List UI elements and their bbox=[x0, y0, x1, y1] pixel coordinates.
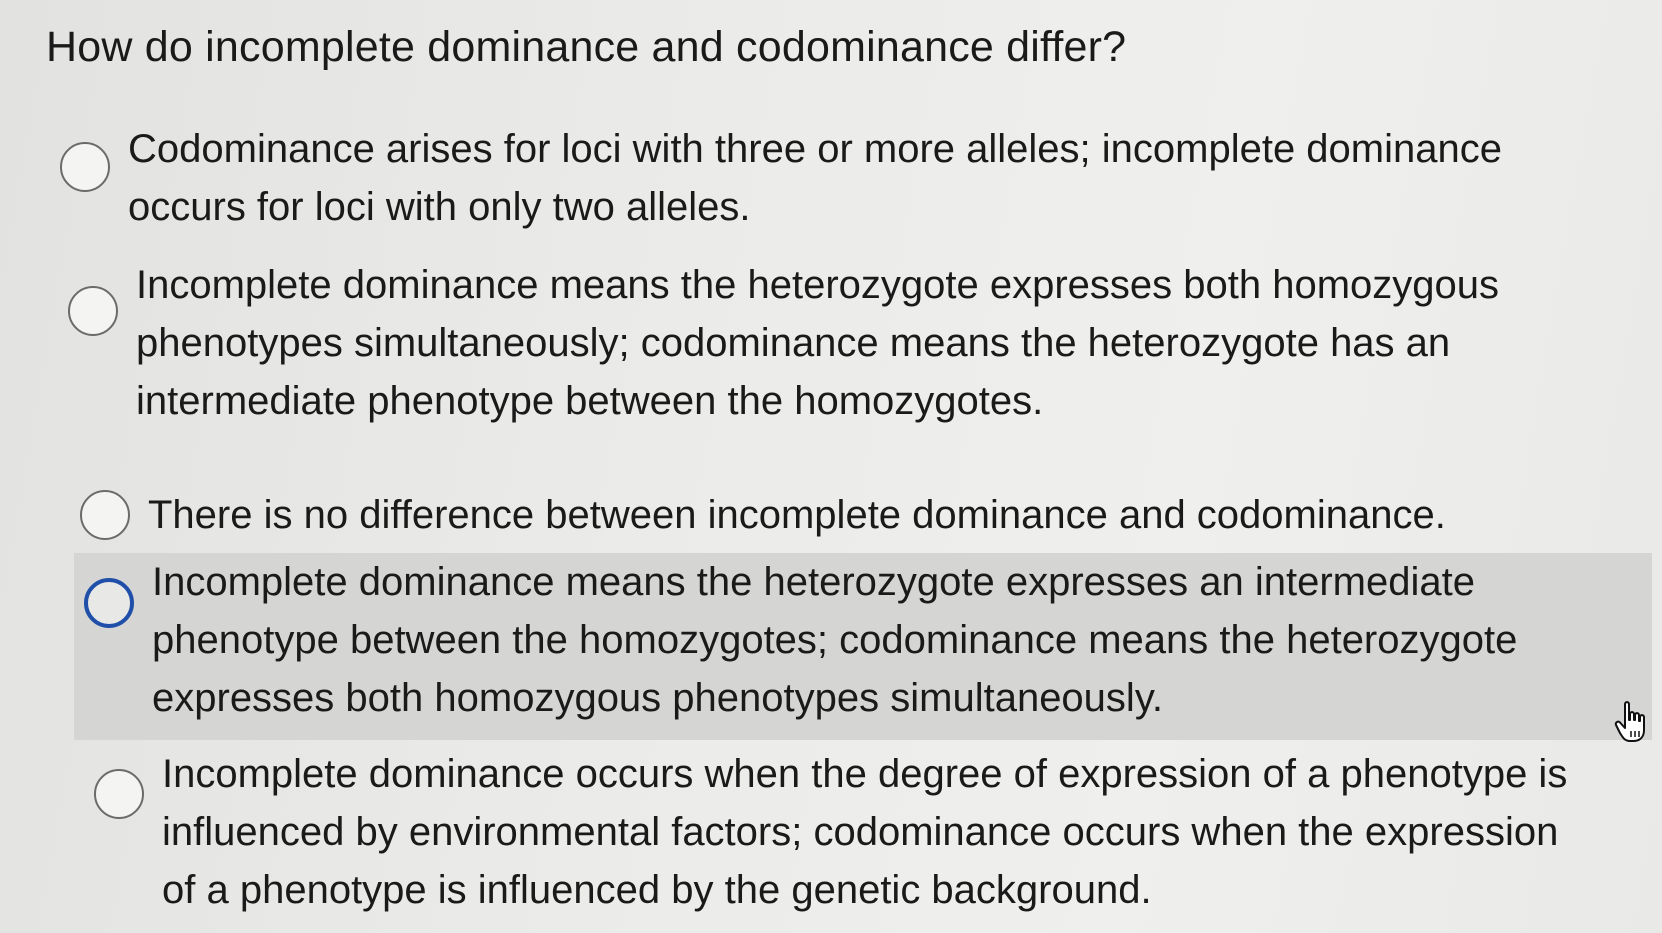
hand-pointer-icon bbox=[1613, 700, 1653, 744]
answer-option-4-label: Incomplete dominance means the heterozygote expresses an intermediate phenotype between the homozygotes; codominance means the heterozygote expresses both homozygous phenotypes simultaneously. bbox=[152, 560, 1518, 720]
radio-button-5[interactable] bbox=[94, 769, 144, 819]
question-title: How do incomplete dominance and codominance differ? bbox=[46, 23, 1127, 71]
answer-option-1-label: Codominance arises for loci with three or more alleles; incomplete dominance occurs for loci with only two alleles. bbox=[128, 127, 1502, 229]
answer-option-2-label: Incomplete dominance means the heterozygote expresses both homozygous phenotypes simultaneously; codominance means the heterozygote has an intermediate phenotype between the homozygotes. bbox=[136, 263, 1500, 423]
answer-option-1[interactable] bbox=[50, 120, 1630, 250]
answer-option-4[interactable] bbox=[74, 553, 1652, 740]
answer-option-5[interactable] bbox=[84, 751, 1654, 931]
radio-button-3[interactable] bbox=[80, 490, 130, 540]
radio-button-1[interactable] bbox=[60, 142, 110, 192]
radio-button-2[interactable] bbox=[68, 286, 118, 336]
radio-button-4[interactable] bbox=[84, 578, 134, 628]
answer-option-2[interactable] bbox=[58, 256, 1638, 446]
answer-option-5-label: Incomplete dominance occurs when the degree of expression of a phenotype is influenced by environmental factors; codominance occurs when the expression of a phenotype is influenced by the genetic background. bbox=[162, 752, 1568, 912]
answer-option-3-label: There is no difference between incomplete dominance and codominance. bbox=[148, 493, 1446, 537]
answer-option-3[interactable] bbox=[70, 486, 1650, 550]
